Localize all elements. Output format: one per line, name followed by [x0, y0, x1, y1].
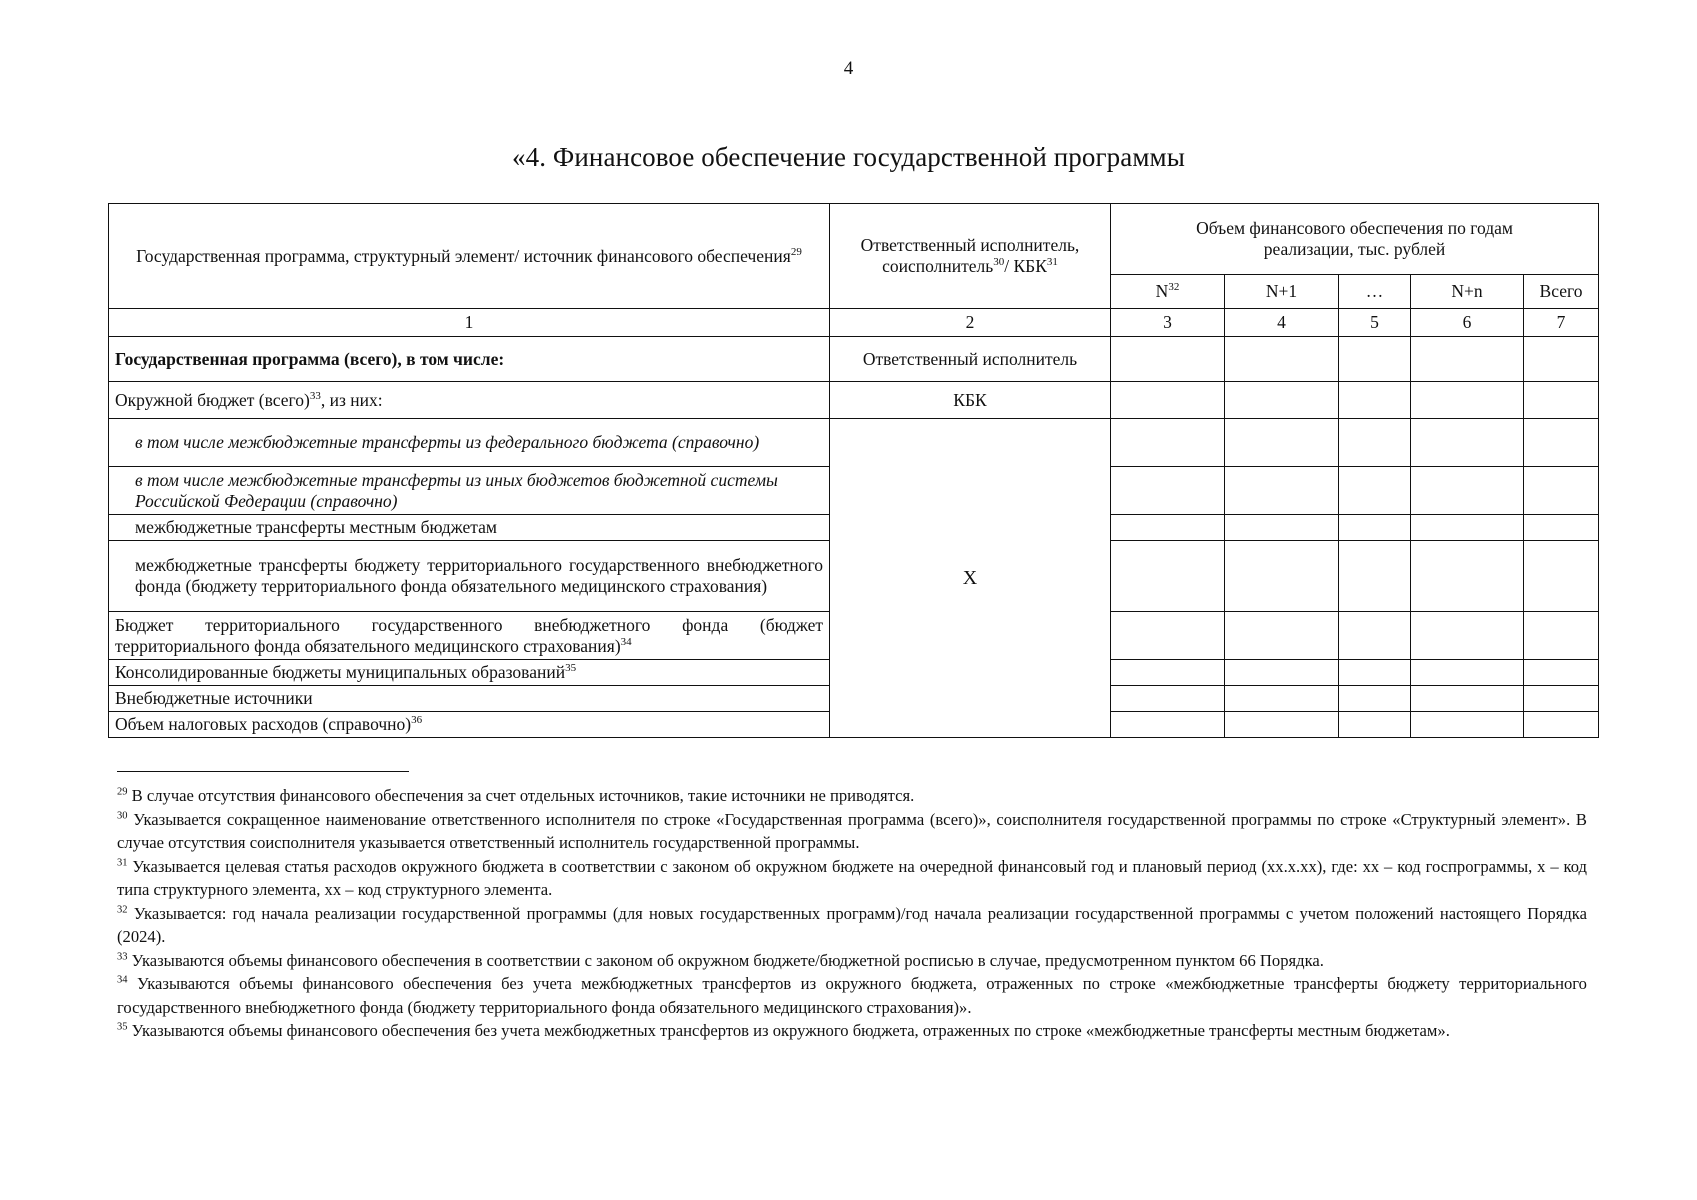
row-label: в том числе межбюджетные трансферты из федерального бюджета (справочно) [109, 419, 830, 467]
value-cell [1339, 612, 1411, 660]
footnote-34: $^{34}$ Указываются объемы финансового обеспечения без учета межбюджетных трансфертов из окружного бюджета, отраженных по строке «межбюджетные трансферты бюджету территориального государственного внебюджетного фонда (бюджету территориального фонда обязательного медицинского страхования)». [117, 974, 1587, 1017]
footnote-ref: 36 [411, 714, 423, 727]
value-cell [1524, 419, 1599, 467]
header-volume-cell: Объем финансового обеспечения по годам реализации, тыс. рублей [1111, 204, 1599, 275]
value-cell [1111, 467, 1225, 515]
column-number: 2 [830, 309, 1111, 337]
header-program-text: Государственная программа, структурный элемент/ источник финансового обеспечения [136, 245, 791, 266]
column-number: 4 [1225, 309, 1339, 337]
value-cell [1225, 712, 1339, 738]
value-cell [1411, 541, 1524, 612]
value-cell [1225, 467, 1339, 515]
header-kbk-text: / КБК [1004, 256, 1047, 276]
table-row-federal-transfers [109, 419, 1599, 467]
value-cell [1411, 515, 1524, 541]
footnotes [117, 784, 1587, 1043]
header-executor-cell [830, 204, 1111, 309]
value-cell [1411, 419, 1524, 467]
column-number: 1 [109, 309, 830, 337]
header-year-nn: N+n [1411, 275, 1524, 309]
column-number: 5 [1339, 309, 1411, 337]
value-cell [1339, 337, 1411, 382]
header-executor-text: Ответственный исполнитель, соисполнитель [860, 235, 1080, 276]
footnote-ref: 31 [1046, 256, 1058, 269]
footnote-ref: 33 [309, 389, 321, 402]
value-cell [1524, 660, 1599, 686]
footnote-35: $^{35}$ Указываются объемы финансового обеспечения без учета межбюджетных трансфертов из окружного бюджета, отраженных по строке «межбюджетные трансферты местным бюджетам». [117, 1021, 1450, 1040]
value-cell [1339, 712, 1411, 738]
value-cell [1111, 660, 1225, 686]
value-cell [1225, 382, 1339, 419]
value-cell [1111, 612, 1225, 660]
row-label: Консолидированные бюджеты муниципальных образований$^{35}$ [109, 660, 830, 686]
value-cell [1339, 382, 1411, 419]
section-heading: «4. Финансовое обеспечение государственной программы [512, 142, 1185, 172]
row-label: Окружной бюджет (всего)$^{33}$, из них: [109, 382, 830, 419]
row-executor: КБК [830, 382, 1111, 419]
value-cell [1225, 515, 1339, 541]
row-label: межбюджетные трансферты местным бюджетам [109, 515, 830, 541]
value-cell [1225, 419, 1339, 467]
row-label: Объем налоговых расходов (справочно)$^{36}$ [109, 712, 830, 738]
value-cell [1225, 612, 1339, 660]
value-cell [1524, 382, 1599, 419]
footnote-29: $^{29}$ В случае отсутствия финансового обеспечения за счет отдельных источников, такие источники не приводятся. [117, 786, 915, 805]
value-cell [1524, 686, 1599, 712]
value-cell [1339, 541, 1411, 612]
value-cell [1111, 419, 1225, 467]
value-cell [1111, 541, 1225, 612]
value-cell [1524, 515, 1599, 541]
header-row-1 [109, 204, 1599, 275]
value-cell [1411, 712, 1524, 738]
row-label: межбюджетные трансферты бюджету территориального государственного внебюджетного фонда (бюджету территориального фонда обязательного медицинского страхования) [109, 541, 830, 612]
value-cell [1411, 467, 1524, 515]
merged-executor-cell: Х [830, 419, 1111, 738]
value-cell [1339, 660, 1411, 686]
value-cell [1339, 515, 1411, 541]
footnote-ref: 32 [1168, 281, 1180, 294]
value-cell [1225, 337, 1339, 382]
value-cell [1411, 612, 1524, 660]
footnote-ref: 35 [565, 662, 577, 675]
value-cell [1524, 337, 1599, 382]
value-cell [1225, 660, 1339, 686]
value-cell [1225, 686, 1339, 712]
value-cell [1524, 541, 1599, 612]
table-row-program-total [109, 337, 1599, 382]
row-label: Бюджет территориального государственного внебюджетного фонда (бюджет территориального фонда обязательного медицинского страхования)$^{34}$ [109, 612, 830, 660]
value-cell [1524, 712, 1599, 738]
footnote-ref: 34 [620, 635, 632, 648]
value-cell [1411, 660, 1524, 686]
footnote-ref: 30 [993, 256, 1005, 269]
value-cell [1339, 467, 1411, 515]
footnote-30: $^{30}$ Указывается сокращенное наименование ответственного исполнителя по строке «Государственная программа (всего)», соисполнителя государственной программы по строке «Структурный элемент». В случае отсутствия соисполнителя указывается ответственный исполнитель государственной программы. [117, 809, 1587, 852]
footnote-ref: 29 [790, 245, 802, 258]
value-cell [1411, 382, 1524, 419]
column-number: 3 [1111, 309, 1225, 337]
value-cell [1111, 686, 1225, 712]
footnote-separator [117, 771, 409, 772]
row-executor: Ответственный исполнитель [830, 337, 1111, 382]
value-cell [1411, 337, 1524, 382]
value-cell [1339, 686, 1411, 712]
footnote-32: $^{32}$ Указывается: год начала реализации государственной программы (для новых государственных программ)/год начала реализации государственной программы с учетом положений настоящего Порядка (2024). [117, 903, 1587, 946]
header-year-n: $N^{32}$ [1111, 275, 1225, 309]
header-year-n1: N+1 [1225, 275, 1339, 309]
column-number-row [109, 309, 1599, 337]
table-row-district-budget [109, 382, 1599, 419]
column-number: 6 [1411, 309, 1524, 337]
header-year-total: Всего [1524, 275, 1599, 309]
page-number: 4 [843, 58, 854, 79]
value-cell [1339, 419, 1411, 467]
footnote-31: $^{31}$ Указывается целевая статья расходов окружного бюджета в соответствии с законом об окружном бюджете на очередной финансовый год и плановый период (хх.х.хх), где: хх – код госпрограммы, х – код типа структурного элемента, хх – код структурного элемента. [117, 856, 1587, 899]
value-cell [1111, 712, 1225, 738]
value-cell [1524, 612, 1599, 660]
value-cell [1111, 382, 1225, 419]
financing-table [108, 203, 1599, 738]
value-cell [1225, 541, 1339, 612]
header-program-cell [109, 204, 830, 309]
column-number: 7 [1524, 309, 1599, 337]
value-cell [1411, 686, 1524, 712]
value-cell [1111, 515, 1225, 541]
row-label: Государственная программа (всего), в том числе: [109, 337, 830, 382]
value-cell [1111, 337, 1225, 382]
header-year-dots: … [1339, 275, 1411, 309]
footnote-33: $^{33}$ Указываются объемы финансового обеспечения в соответствии с законом об окружном бюджете/бюджетной росписью в случае, предусмотренном пунктом 66 Порядка. [117, 950, 1324, 970]
row-label: Внебюджетные источники [109, 686, 830, 712]
value-cell [1524, 467, 1599, 515]
row-label: в том числе межбюджетные трансферты из иных бюджетов бюджетной системы Российской Федерации (справочно) [109, 467, 830, 515]
